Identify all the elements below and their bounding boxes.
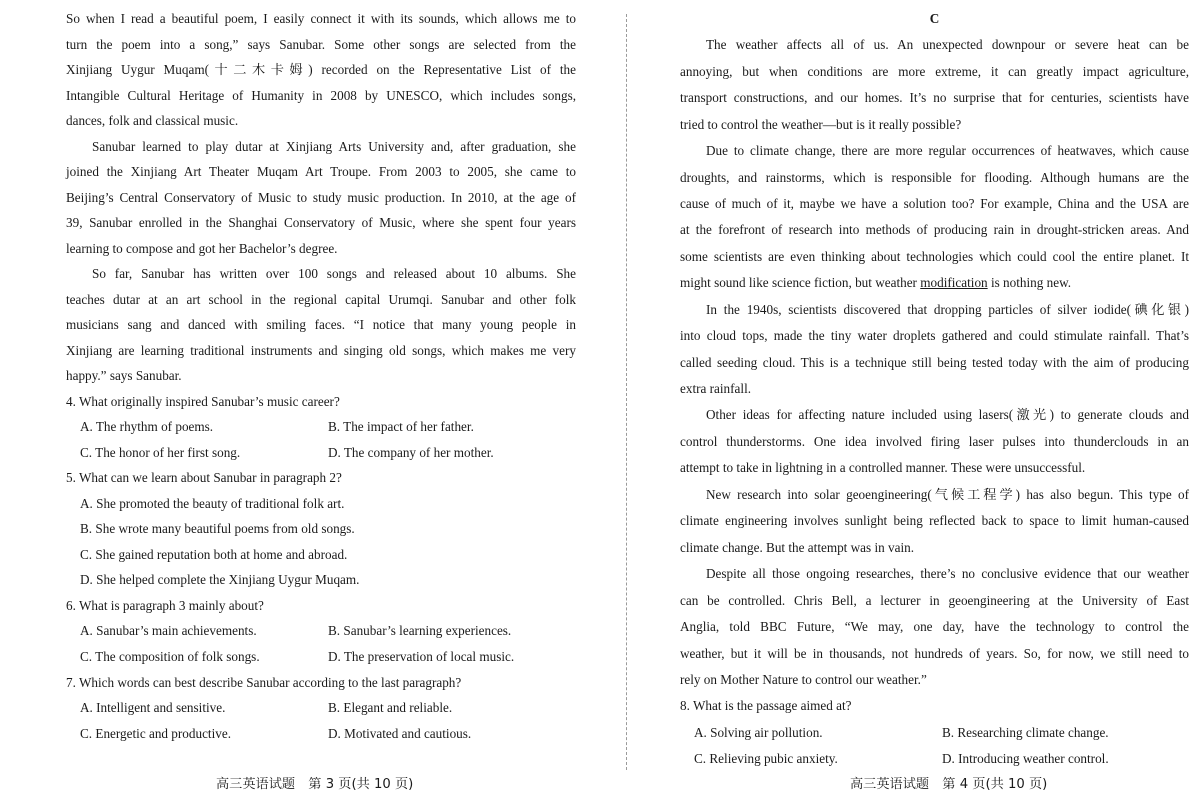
text-line: attempt to take in lightning in a controlled manner. These were unsuccessful. — [680, 460, 1086, 475]
option-7d[interactable]: D. Motivated and cautious. — [328, 726, 472, 741]
text-line: climate change. But the attempt was in vain. — [680, 540, 915, 555]
text-line: Despite all those ongoing researches, there’s no conclusive evidence that our weather — [706, 566, 1189, 581]
option-5c[interactable]: C. She gained reputation both at home and abroad. — [80, 547, 348, 562]
text-line: rely on Mother Nature to control our weather.” — [680, 672, 927, 687]
text-line: cause of much of it, maybe we have a solution too? For example, China and the USA are — [680, 196, 1189, 211]
text-segment: might sound like science fiction, but weather — [680, 275, 917, 290]
question-4: 4. What originally inspired Sanubar’s music career? — [66, 394, 340, 409]
text-line: So far, Sanubar has written over 100 songs and released about 10 albums. She — [92, 266, 576, 281]
page-footer-right: 高三英语试题 第 4 页(共 10 页) — [850, 777, 1048, 792]
text-line: New research into solar geoengineering(气候工程学) has also begun. This type of — [706, 487, 1189, 502]
option-6c[interactable]: C. The composition of folk songs. — [80, 649, 260, 664]
text-line: at the forefront of research into methods of producing rain in drought-stricken areas. And — [680, 222, 1189, 237]
option-8d[interactable]: D. Introducing weather control. — [942, 751, 1109, 766]
text-line: 39, Sanubar enrolled in the Shanghai Conservatory of Music, where she spent four years — [66, 215, 576, 230]
question-6: 6. What is paragraph 3 mainly about? — [66, 598, 264, 613]
question-5: 5. What can we learn about Sanubar in paragraph 2? — [66, 470, 342, 485]
text-line: called seeding cloud. This is a technique still being tested today with the aim of producing — [680, 355, 1189, 370]
text-line: dances, folk and classical music. — [66, 113, 239, 128]
text-line: Due to climate change, there are more regular occurrences of heatwaves, which cause — [706, 143, 1189, 158]
text-line: some scientists are even thinking about technologies which could cool the entire planet. It — [680, 249, 1189, 264]
text-line: annoying, but when conditions are more extreme, it can greatly impact agriculture, — [680, 64, 1189, 79]
text-line: learning to compose and got her Bachelor’s degree. — [66, 241, 338, 256]
text-line: climate engineering involves sunlight being reflected back to space to limit human-caused — [680, 513, 1189, 528]
text-segment: is nothing new. — [990, 275, 1072, 290]
text-line: into cloud tops, made the tiny water droplets gathered and could stimulate rainfall. That’s — [680, 328, 1189, 343]
option-6b[interactable]: B. Sanubar’s learning experiences. — [328, 623, 512, 638]
text-line: Other ideas for affecting nature included using lasers(激光) to generate clouds and — [706, 407, 1189, 422]
option-4b[interactable]: B. The impact of her father. — [328, 419, 474, 434]
option-5a[interactable]: A. She promoted the beauty of traditional folk art. — [80, 496, 345, 511]
question-7: 7. Which words can best describe Sanubar according to the last paragraph? — [66, 675, 462, 690]
question-8: 8. What is the passage aimed at? — [680, 698, 852, 713]
option-8a[interactable]: A. Solving air pollution. — [694, 725, 823, 740]
text-line: So when I read a beautiful poem, I easily connect it with its sounds, which allows me to — [66, 11, 576, 26]
option-6d[interactable]: D. The preservation of local music. — [328, 649, 515, 664]
text-line: transport constructions, and our homes. It’s no surprise that for centuries, scientists have — [680, 90, 1189, 105]
option-4c[interactable]: C. The honor of her first song. — [80, 445, 241, 460]
text-line: Sanubar learned to play dutar at Xinjiang Arts University and, after graduation, she — [92, 139, 576, 154]
text-line: musicians sang and danced with smiling faces. “I notice that many young people in — [66, 317, 576, 332]
option-7b[interactable]: B. Elegant and reliable. — [328, 700, 453, 715]
text-line: extra rainfall. — [680, 381, 752, 396]
option-5d[interactable]: D. She helped complete the Xinjiang Uygur Muqam. — [80, 572, 360, 587]
text-line: Xinjiang Uygur Muqam(十二木卡姆) recorded on the Representative List of the — [66, 62, 576, 77]
text-line: The weather affects all of us. An unexpected downpour or severe heat can be — [706, 37, 1189, 52]
text-line: turn the poem into a song,” says Sanubar. Some other songs are selected from the — [66, 37, 576, 52]
option-7c[interactable]: C. Energetic and productive. — [80, 726, 231, 741]
text-line: weather, but it will be in thousands, not hundreds of years. So, for now, we still need to — [680, 646, 1189, 661]
text-line: Intangible Cultural Heritage of Humanity in 2008 by UNESCO, which includes songs, — [66, 88, 576, 103]
page-divider — [626, 14, 627, 770]
text-line: tried to control the weather—but is it really possible? — [680, 117, 962, 132]
option-8b[interactable]: B. Researching climate change. — [942, 725, 1109, 740]
option-4a[interactable]: A. The rhythm of poems. — [80, 419, 214, 434]
option-5b[interactable]: B. She wrote many beautiful poems from old songs. — [80, 521, 355, 536]
text-line: happy.” says Sanubar. — [66, 368, 182, 383]
underlined-word: modification — [920, 275, 988, 290]
text-line: Xinjiang are learning traditional instruments and singing old songs, which makes me very — [66, 343, 576, 358]
text-line: Anglia, told BBC Future, “We may, one day, have the technology to control the — [680, 619, 1189, 634]
text-line: In the 1940s, scientists discovered that dropping particles of silver iodide(碘化银) — [706, 302, 1189, 317]
text-line: joined the Xinjiang Art Theater Muqam Art Troupe. From 2003 to 2005, she came to — [66, 164, 576, 179]
text-line — [680, 273, 1189, 293]
text-line: Beijing’s Central Conservatory of Music to study music production. In 2010, at the age of — [66, 190, 576, 205]
option-8c[interactable]: C. Relieving pubic anxiety. — [694, 751, 838, 766]
text-line: can be controlled. Chris Bell, a lecturer in geoengineering at the University of East — [680, 593, 1189, 608]
text-line: teaches dutar at an art school in the regional capital Urumqi. Sanubar and other folk — [66, 292, 576, 307]
option-6a[interactable]: A. Sanubar’s main achievements. — [80, 623, 257, 638]
text-line: droughts, and rainstorms, which is responsible for flooding. Although humans are the — [680, 170, 1189, 185]
text-line: control thunderstorms. One idea involved firing laser pulses into thunderclouds in an — [680, 434, 1189, 449]
option-4d[interactable]: D. The company of her mother. — [328, 445, 494, 460]
option-7a[interactable]: A. Intelligent and sensitive. — [80, 700, 226, 715]
section-heading: C — [929, 11, 940, 26]
page-footer-left: 高三英语试题 第 3 页(共 10 页) — [216, 777, 414, 792]
